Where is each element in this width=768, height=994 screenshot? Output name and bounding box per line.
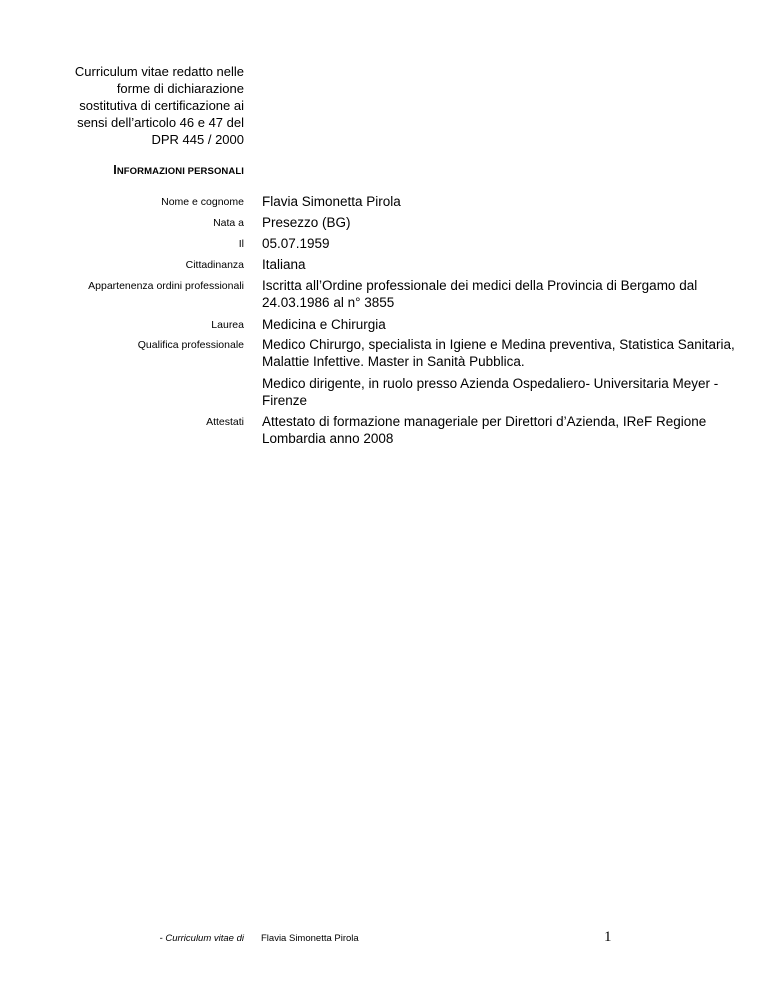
row-label: Cittadinanza: [185, 259, 244, 271]
row-value: [262, 316, 722, 333]
row-label: Nata a: [213, 217, 244, 229]
info-row-certificates: [0, 413, 768, 453]
footer-cv-label: - Curriculum vitae di: [159, 933, 244, 944]
personal-info-table: [0, 193, 768, 453]
row-label: Qualifica professionale: [137, 339, 244, 351]
value-line: Italiana: [262, 257, 306, 272]
row-value: [262, 413, 722, 447]
info-row-name: [0, 193, 768, 214]
row-label: Il: [238, 238, 244, 250]
info-row-citizenship: [0, 256, 768, 277]
note-line: Curriculum vitae redatto nelle: [74, 64, 244, 79]
value-line: Medico Chirurgo, specialista in Igiene e Medina preventiva, Statistica Sanitaria,: [262, 337, 735, 352]
section-title-rest: NFORMAZIONI PERSONALI: [116, 166, 244, 177]
section-title-personal-info: [40, 163, 244, 177]
note-line: sensi dell’articolo 46 e 47 del: [77, 115, 244, 130]
page-number: 1: [604, 929, 612, 945]
value-line: 05.07.1959: [262, 236, 330, 251]
value-line: Flavia Simonetta Pirola: [262, 194, 401, 209]
row-value: [262, 235, 722, 252]
info-row-birthplace: [0, 214, 768, 235]
cv-declaration-note: [40, 63, 244, 148]
value-line: Iscritta all’Ordine professionale dei medici della Provincia di Bergamo dal: [262, 278, 698, 293]
value-line: Presezzo (BG): [262, 215, 351, 230]
note-line: sostitutiva di certificazione ai: [79, 98, 244, 113]
value-line: Malattie Infettive. Master in Sanità Pubblica.: [262, 354, 525, 369]
value-line: Medico dirigente, in ruolo presso Azienda Ospedaliero- Universitaria Meyer -: [262, 376, 719, 391]
row-label: Appartenenza ordini professionali: [88, 280, 244, 292]
row-value: [262, 336, 735, 370]
value-line: Lombardia anno 2008: [262, 431, 394, 446]
value-line: Attestato di formazione manageriale per Direttori d’Azienda, IReF Regione: [262, 414, 707, 429]
info-row-birthdate: [0, 235, 768, 256]
row-label: Attestati: [206, 416, 244, 428]
row-value: [262, 256, 722, 273]
info-row-qualification: [0, 336, 768, 375]
value-line: Medicina e Chirurgia: [262, 317, 386, 332]
row-label: Laurea: [211, 319, 244, 331]
value-line: 24.03.1986 al n° 3855: [262, 295, 395, 310]
section-title-initial: I: [113, 163, 117, 177]
row-value: [262, 375, 722, 409]
info-row-professional-order: [0, 277, 768, 316]
info-row-current-position: [0, 375, 768, 413]
row-label: Nome e cognome: [161, 196, 244, 208]
row-value: [262, 193, 722, 210]
row-value: [262, 277, 722, 311]
footer-name: Flavia Simonetta Pirola: [261, 933, 359, 944]
info-row-degree: [0, 316, 768, 336]
row-value: [262, 214, 722, 231]
value-line: Firenze: [262, 393, 308, 408]
note-line: DPR 445 / 2000: [151, 132, 244, 147]
note-line: forme di dichiarazione: [116, 81, 244, 96]
